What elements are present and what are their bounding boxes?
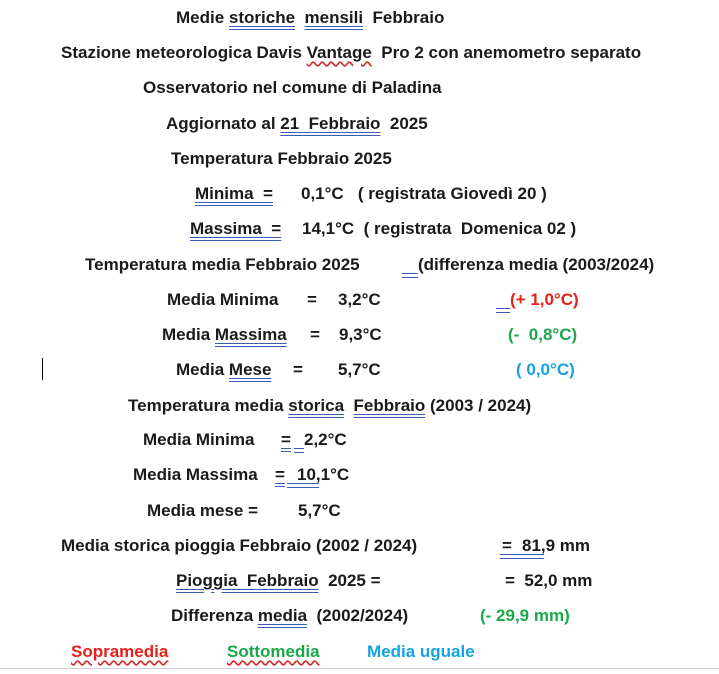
avg-min-eq: = bbox=[307, 290, 317, 309]
hist-min-eq: = bbox=[281, 430, 291, 449]
rain-current-value: = 52,0 mm bbox=[505, 571, 593, 590]
hist-max-label: Media Massima bbox=[133, 465, 258, 484]
rain-current-label: Pioggia Febbraio 2025 = bbox=[176, 571, 381, 590]
max-value: 14,1°C ( registrata Domenica 02 ) bbox=[302, 219, 577, 238]
title-word-storiche: storiche bbox=[228, 8, 296, 27]
avg-min-label: Media Minima bbox=[167, 290, 279, 309]
historical-heading: Temperatura media storica Febbraio (2003 / 2024) bbox=[128, 396, 532, 415]
avg-month-value: 5,7°C bbox=[338, 360, 381, 379]
page-bottom-rule bbox=[0, 668, 719, 669]
updated-line: Aggiornato al 21 Febbraio 2025 bbox=[166, 114, 428, 133]
rain-diff-label: Differenza media (2002/2024) bbox=[171, 606, 409, 625]
hist-min-label: Media Minima bbox=[143, 430, 255, 449]
rain-historical-label: Media storica pioggia Febbraio (2002 / 2024) bbox=[61, 536, 418, 555]
underline-mark bbox=[294, 448, 304, 453]
avg-month-eq: = bbox=[293, 360, 303, 379]
rain-historical-value: 81,9 mm bbox=[522, 536, 591, 555]
current-temp-heading: Temperatura Febbraio 2025 bbox=[171, 149, 392, 168]
rain-historical-eq: = bbox=[502, 536, 512, 555]
rain-diff-value: (- 29,9 mm) bbox=[480, 606, 570, 625]
station-word-vantage: Vantage bbox=[306, 43, 372, 62]
avg-min-diff: (+ 1,0°C) bbox=[510, 290, 579, 309]
underline-mark bbox=[500, 554, 544, 559]
min-value: 0,1°C ( registrata Giovedì 20 ) bbox=[301, 184, 547, 203]
max-label: Massima = bbox=[190, 219, 282, 238]
avg-max-value: 9,3°C bbox=[339, 325, 382, 344]
hist-month-value: 5,7°C bbox=[298, 501, 341, 520]
underline-mark bbox=[496, 308, 510, 313]
hist-max-value: 10,1°C bbox=[297, 465, 350, 484]
page-title: Medie storiche mensili Febbraio bbox=[176, 8, 445, 27]
avg-max-label: Media Massima bbox=[162, 325, 287, 344]
avg-month-label: Media Mese bbox=[176, 360, 272, 379]
observatory-line: Osservatorio nel comune di Paladina bbox=[143, 78, 442, 97]
monthly-avg-heading: Temperatura media Febbraio 2025 bbox=[85, 255, 360, 274]
hist-month-label: Media mese = bbox=[147, 501, 259, 520]
avg-month-diff: ( 0,0°C) bbox=[516, 360, 575, 379]
legend-below: Sottomedia bbox=[227, 642, 320, 661]
legend-above: Sopramedia bbox=[71, 642, 169, 661]
underline-mark bbox=[402, 273, 418, 278]
title-word-mensili: mensili bbox=[304, 8, 364, 27]
station-line: Stazione meteorologica Davis Vantage Pro 2 con anemometro separato bbox=[61, 43, 642, 62]
diff-heading: (differenza media (2003/2024) bbox=[418, 255, 655, 274]
hist-max-eq: = bbox=[275, 465, 285, 484]
avg-max-diff: (- 0,8°C) bbox=[508, 325, 578, 344]
min-label: Minima = bbox=[195, 184, 273, 203]
underline-mark bbox=[287, 483, 319, 488]
avg-min-value: 3,2°C bbox=[338, 290, 381, 309]
hist-min-value: 2,2°C bbox=[304, 430, 347, 449]
legend-equal: Media uguale bbox=[367, 642, 475, 661]
updated-date: 21 Febbraio bbox=[280, 114, 381, 133]
text-cursor bbox=[42, 358, 43, 380]
avg-max-eq: = bbox=[310, 325, 320, 344]
